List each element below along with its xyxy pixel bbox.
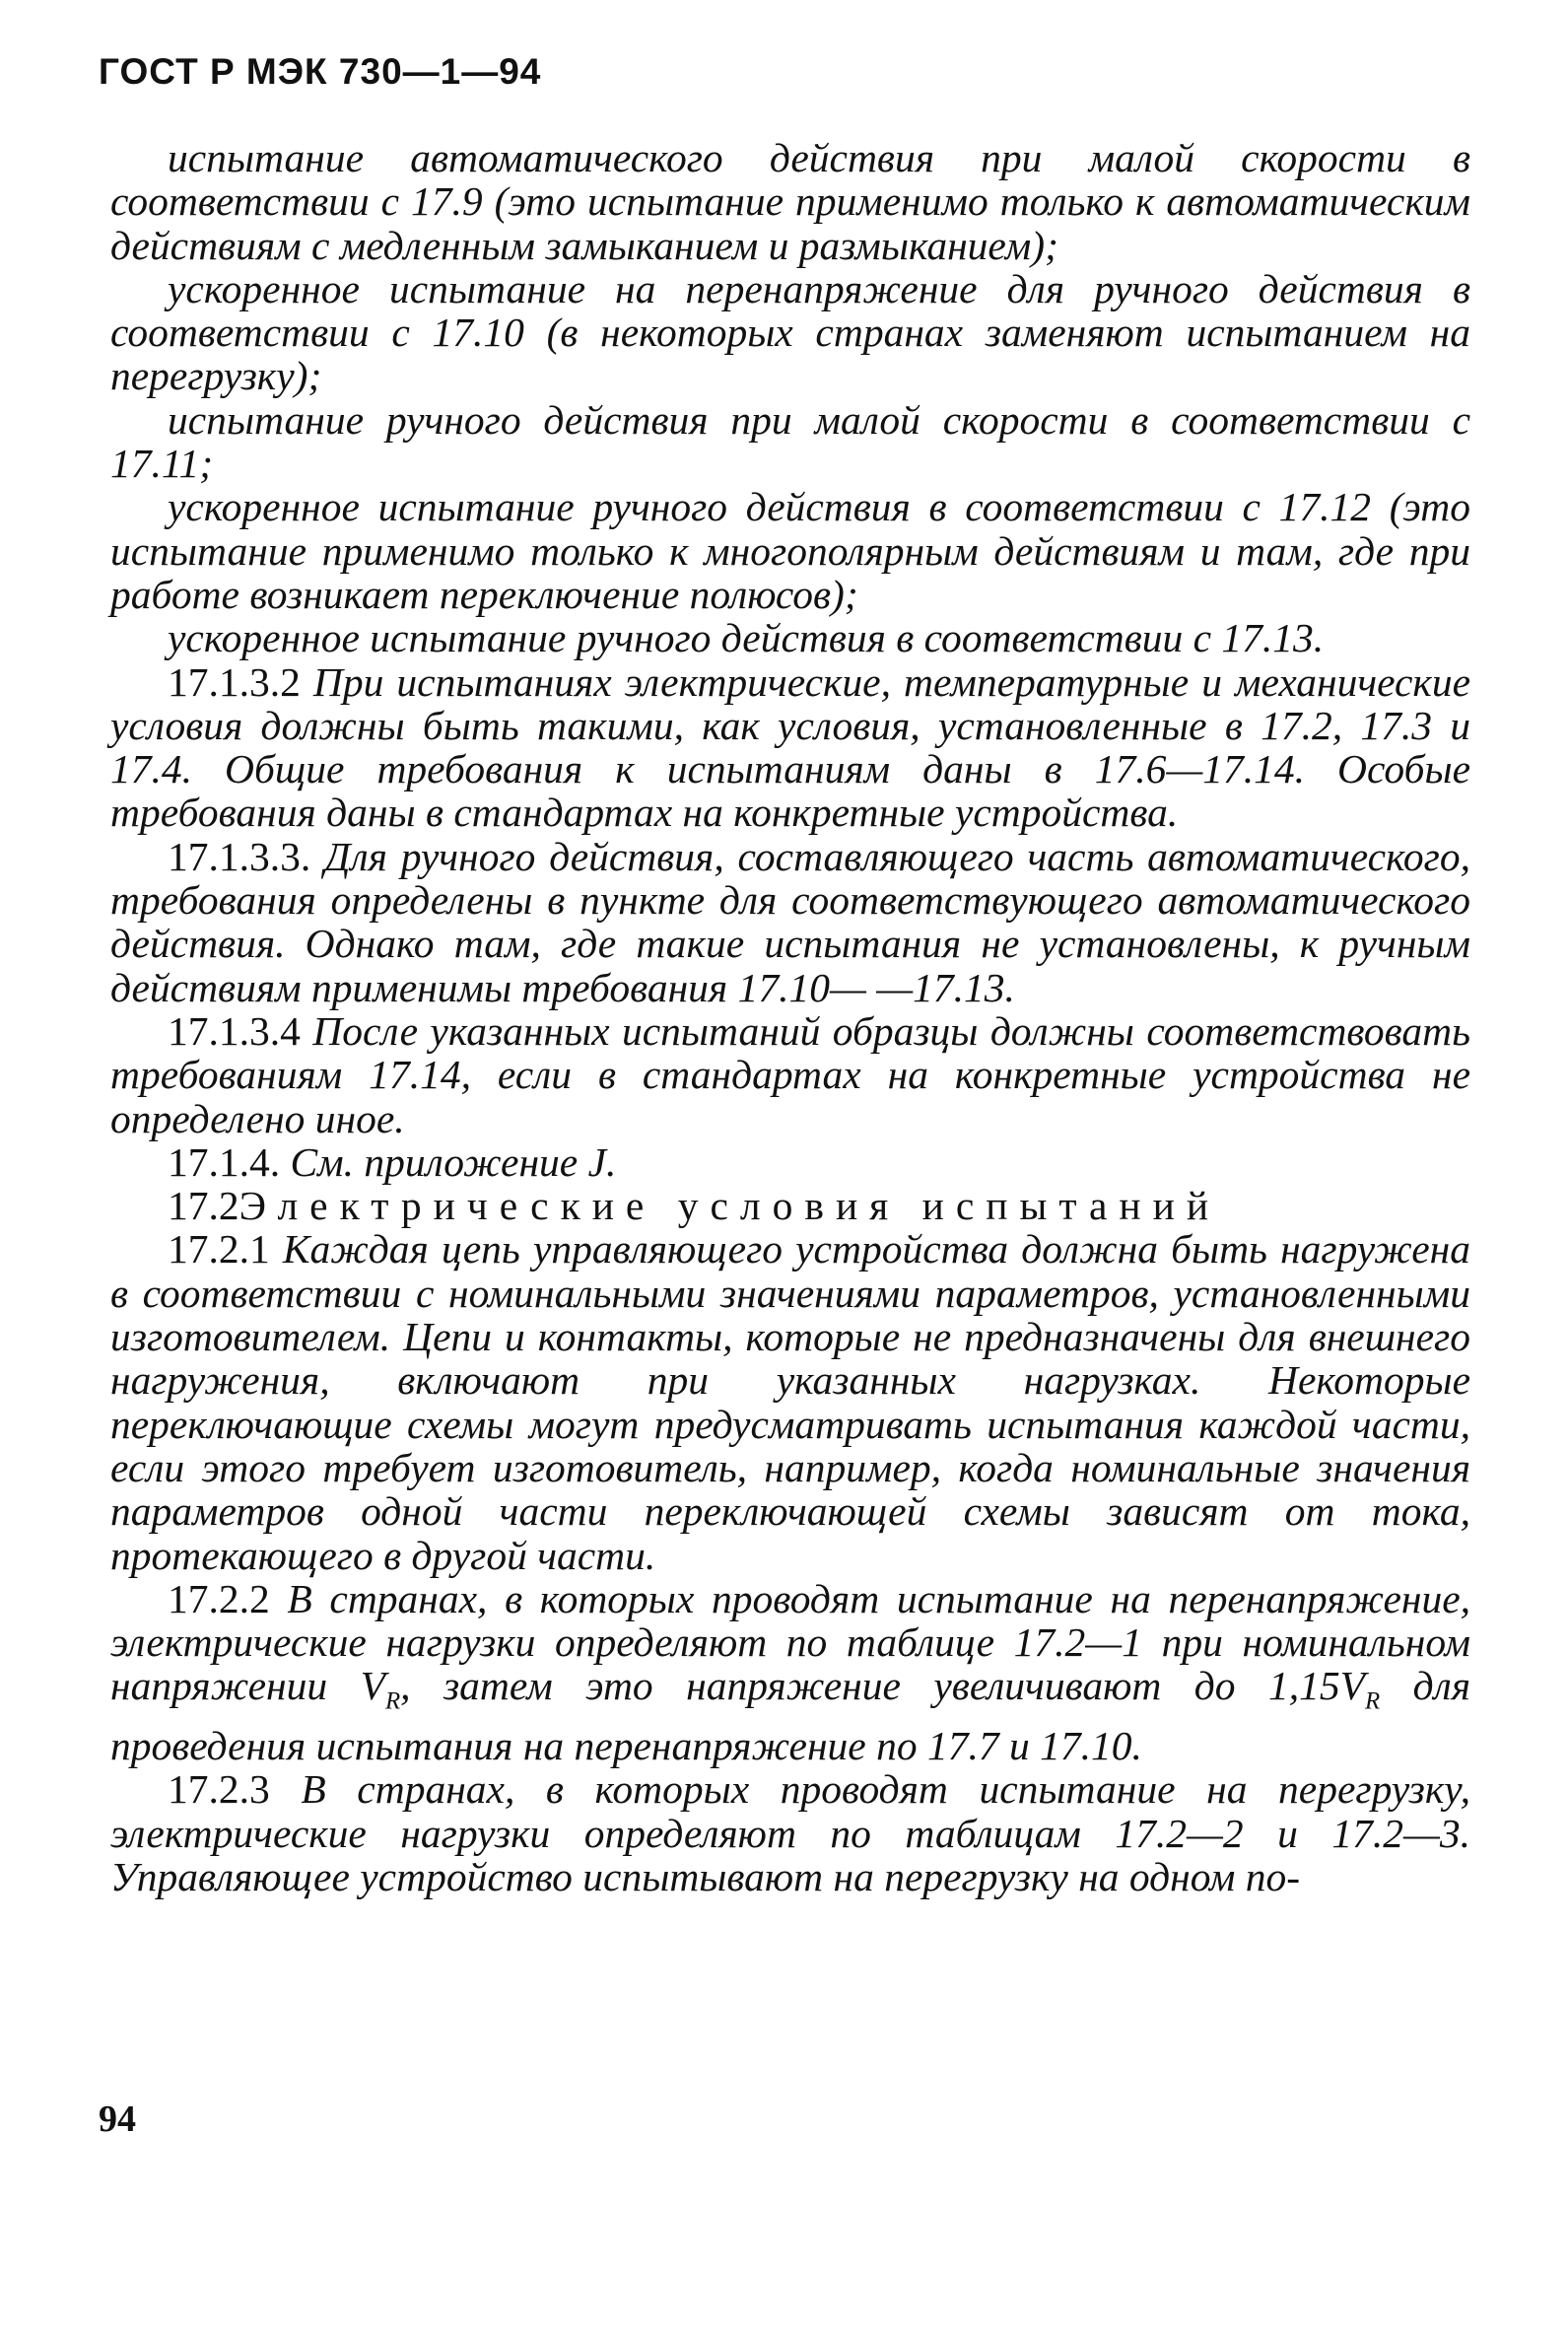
paragraph: ускоренное испытание ручного действия в соответствии с 17.12 (это испытание применимо только к многополярным действиям и там, где при работе возникает переключение полюсов); <box>110 484 1470 617</box>
document-body <box>110 136 1470 1898</box>
section-title: Электрические условия испытаний <box>239 1183 1221 1229</box>
page-number: 94 <box>99 2098 136 2140</box>
paragraph: испытание автоматического действия при малой скорости в соответствии с 17.9 (это испытание применимо только к автоматическим действиям с медленным замыканием и размыканием); <box>110 135 1470 268</box>
clause-17-2-3: 17.2.3 В странах, в которых проводят испытание на перегрузку, электрические нагрузки определяют по таблицам 17.2—2 и 17.2—3. Управляющее устройство испытывают на перегрузку на одном по- <box>110 1766 1470 1899</box>
clause-number: 17.2 <box>168 1183 239 1229</box>
clause-number: 17.1.3.4 <box>168 1007 301 1054</box>
clause-number: 17.2.1 <box>168 1226 270 1272</box>
section-heading-17-2 <box>110 1184 1470 1227</box>
clause-17-1-4: 17.1.4. См. приложение J. <box>168 1138 617 1185</box>
clause-17-1-3-3: 17.1.3.3. Для ручного действия, составляющего часть автоматического, требования определены в пункте для соответствующего автоматического действия. Однако там, где такие испытания не установлены, к ручным действиям применимы требования 17.10— —17.13. <box>110 833 1470 1010</box>
clause-17-2-2 <box>110 1577 1470 1767</box>
paragraph: ускоренное испытание на перенапряжение для ручного действия в соответствии с 17.10 (в некоторых странах заменяют испытанием на перегрузку); <box>110 265 1470 399</box>
clause-number: 17.2.3 <box>168 1766 270 1813</box>
clause-17-2-1: 17.2.1 Каждая цепь управляющего устройства должна быть нагружена в соответствии с номинальными значениями параметров, установленными изготовителем. Цепи и контакты, которые не предназначены для внешнего нагружения, включают при указанных нагрузках. Некоторые переключающие схемы могут предусматривать испытания каждой части, если этого требует изготовитель, например, когда номинальные значения параметров одной части переключающей схемы зависят от тока, протекающего в другой части. <box>110 1226 1470 1578</box>
document-header: ГОСТ Р МЭК 730—1—94 <box>99 51 542 92</box>
clause-number: 17.1.3.2 <box>168 658 301 705</box>
paragraph: испытание ручного действия при малой скорости в соответствии с 17.11; <box>110 396 1470 487</box>
clause-number: 17.2.2 <box>168 1575 270 1621</box>
clause-text-with-subscript: В странах, в которых проводят испытание на перенапряжение, электрические нагрузки определяют по таблице 17.2—1 при номинальном напряжении $V_R$, затем это напряжение увеличивают до $1,15V_R$ для проведения испытания на перенапряжение по 17.7 и 17.10. <box>110 1575 1471 1768</box>
clause-number: 17.1.3.3. <box>168 833 311 879</box>
paragraph: ускоренное испытание ручного действия в соответствии с 17.13. <box>168 615 1325 661</box>
clause-17-1-3-2: 17.1.3.2 При испытаниях электрические, температурные и механические условия должны быть такими, как условия, установленные в 17.2, 17.3 и 17.4. Общие требования к испытаниям даны в 17.6—17.14. Особые требования даны в стандартах на конкретные устройства. <box>110 658 1471 836</box>
clause-17-1-3-4: 17.1.3.4 После указанных испытаний образцы должны соответствовать требованиям 17.14, если в стандартах на конкретные устройства не определено иное. <box>110 1007 1470 1141</box>
clause-number: 17.1.4. <box>168 1138 281 1185</box>
